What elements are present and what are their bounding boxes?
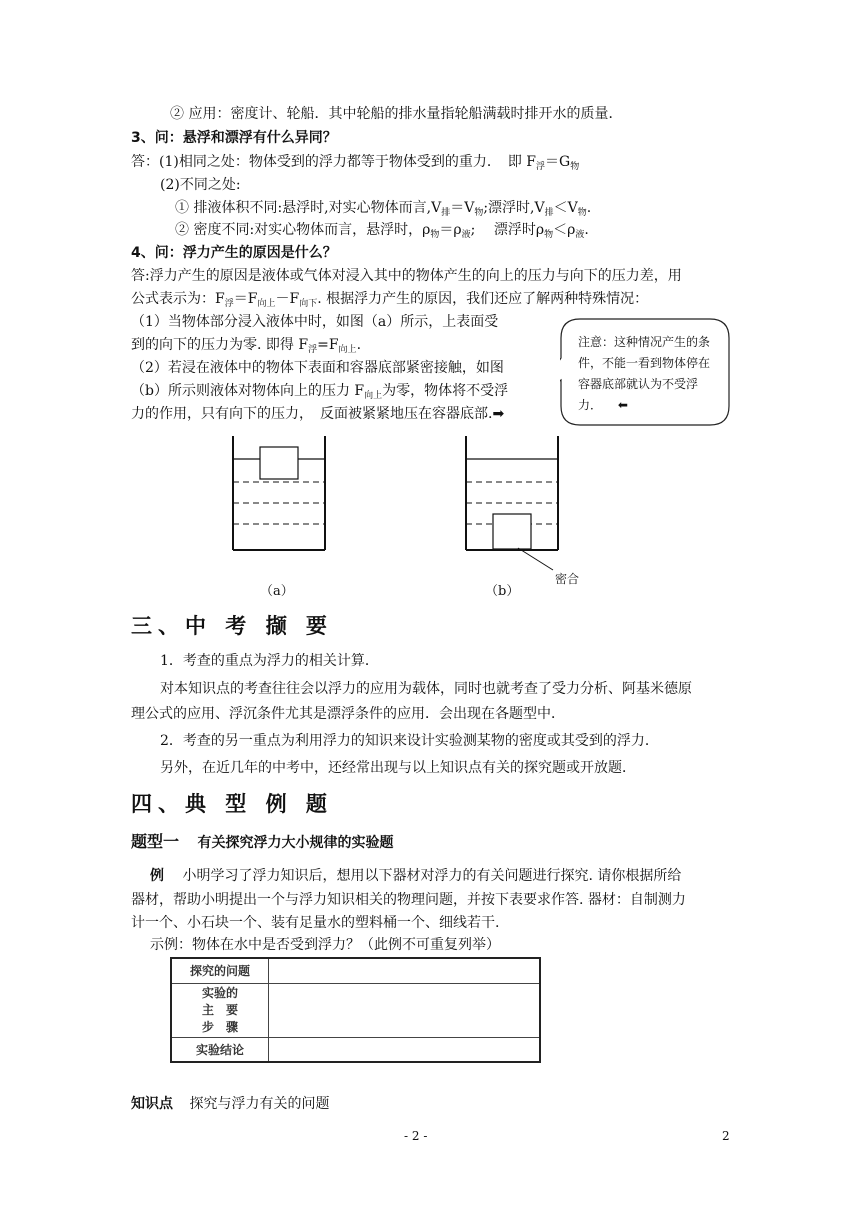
answer-3-density: ② 密度不同:对实心物体而言，悬浮时，$\rho_物=\rho_液$; 漂浮时$\rho_物<\rho_液$. [175, 222, 589, 240]
arrow-right-icon: ➡ [492, 406, 505, 422]
s3-para-1a: 对本知识点的考查往往会以浮力的应用为载体，同时也就考查了受力分析、阿基米德原 [160, 681, 692, 697]
answer-3-volume: ① 排液体积不同:悬浮时,对实心物体而言$,V_排=V_物$;漂浮时$,V_排<V_物$. [175, 200, 592, 218]
page-number-center: - 2 - [404, 1129, 428, 1143]
page-number-right: 2 [722, 1129, 730, 1143]
answer-4-line1: 答:浮力产生的原因是液体或气体对浸入其中的物体产生的向上的压力与向下的压力差，用 [131, 268, 682, 284]
caption-a: （a） [260, 584, 294, 599]
example-sample: 示例：物体在水中是否受到浮力？（此例不可重复列举） [150, 937, 500, 953]
question-4: 4、问：浮力产生的原因是什么？ [131, 245, 337, 261]
arrow-left-icon: ⬅ [617, 398, 628, 412]
answer-table [170, 957, 541, 1063]
type-1-heading: 题型一 有关探究浮力大小规律的实验题 [131, 832, 394, 851]
s3-point-1: 1．考查的重点为浮力的相关计算． [160, 653, 379, 669]
knowledge-point: 知识点 探究与浮力有关的问题 [131, 1096, 330, 1112]
question-3: 3、问：悬浮和漂浮有什么异同？ [131, 130, 337, 146]
section-4-title: 四、典 型 例 题 [131, 792, 333, 816]
application-line: ② 应用：密度计、轮船．其中轮船的排水量指轮船满载时排开水的质量． [170, 106, 623, 122]
answer-4-formula: 公式表示为：$F_浮=F_{向上}-F_{向下}$. 根据浮力产生的原因，我们还应了解两种特殊情况： [131, 291, 649, 309]
table-header-conclusion: 实验结论 [171, 1037, 269, 1062]
example-line-3: 计一个、小石块一个、装有足量水的塑料桶一个、细线若干. [131, 915, 500, 931]
s3-para-2: 另外，在近几年的中考中，还经常出现与以上知识点有关的探究题或开放题． [160, 760, 636, 776]
table-cell-steps[interactable] [269, 983, 541, 1037]
case-2-line2: （b）所示则液体对物体向上的压力 $F_{向上}$为零，物体将不受浮 [131, 383, 509, 401]
case-1-line2: 到的向下的压力为零. 即得 $F_浮=F_{向上}$. [131, 337, 362, 355]
case-2-line3: 力的作用，只有向下的压力， 反面被紧紧地压在容器底部.➡ [131, 406, 505, 422]
table-header-steps: 实验的 主 要 步 骤 [171, 983, 269, 1037]
seal-label: 密合 [555, 572, 580, 586]
table-cell-conclusion[interactable] [269, 1037, 541, 1062]
example-line-1: 例 小明学习了浮力知识后，想用以下器材对浮力的有关问题进行探究. 请你根据所给 [150, 868, 682, 884]
answer-3-same: 答：(1)相同之处：物体受到的浮力都等于物体受到的重力． 即 $F_浮=G_物$ [131, 154, 580, 172]
caption-b: （b） [485, 584, 520, 599]
table-header-question: 探究的问题 [171, 958, 269, 983]
example-line-2: 器材，帮助小明提出一个与浮力知识相关的物理问题，并按下表要求作答. 器材：自制测力 [131, 892, 686, 908]
note-callout [560, 318, 730, 426]
case-2-line1: （2）若浸在液体中的物体下表面和容器底部紧密接触，如图 [131, 360, 504, 376]
s3-point-2: 2．考查的另一重点为利用浮力的知识来设计实验测某物的密度或其受到的浮力． [160, 733, 659, 749]
figure-b [458, 432, 598, 582]
figure-a [225, 432, 335, 552]
section-3-title: 三、中 考 撷 要 [131, 614, 333, 638]
callout-text: 注意：这种情况产生的条件，不能一看到物体停在容器底部就认为不受浮力． ⬅ [578, 335, 711, 412]
s3-para-1b: 理公式的应用、浮沉条件尤其是漂浮条件的应用．会出现在各题型中． [131, 706, 565, 722]
table-cell-question[interactable] [269, 958, 541, 983]
case-1-line1: （1）当物体部分浸入液体中时，如图（a）所示，上表面受 [131, 314, 499, 330]
answer-3-diff: (2)不同之处: [160, 177, 241, 193]
